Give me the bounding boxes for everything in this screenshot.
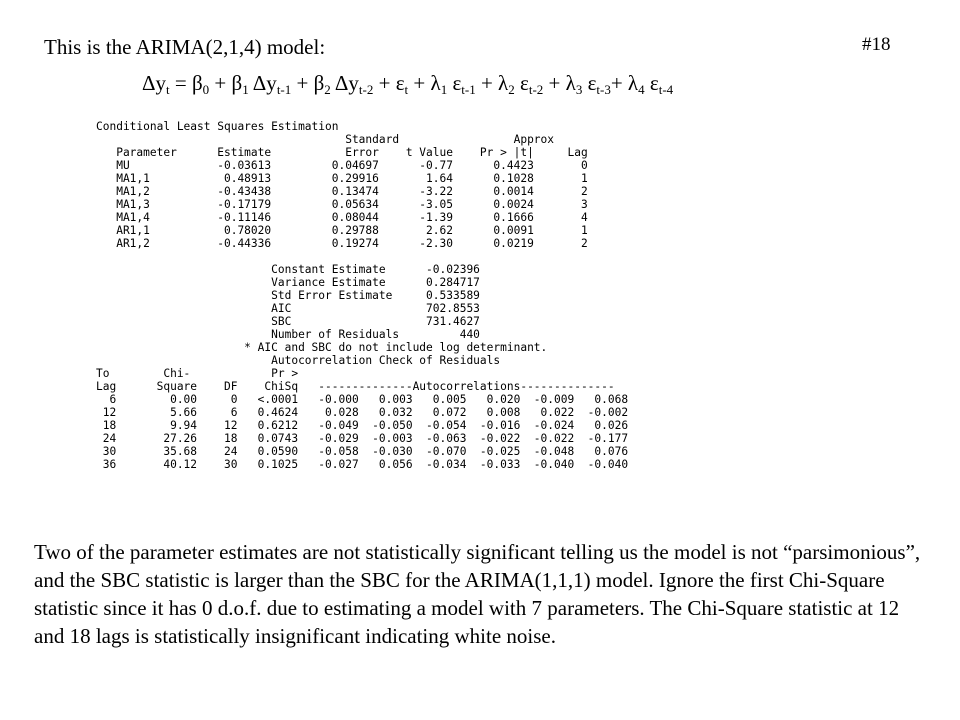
slide-title: This is the ARIMA(2,1,4) model: (44, 35, 326, 59)
sas-output-line: AR1,1 0.78020 0.29788 2.62 0.0091 1 (96, 224, 588, 237)
equation-subscript: t-2 (528, 82, 544, 97)
sas-output-line: Parameter Estimate Error t Value Pr > |t| Lag (96, 146, 588, 159)
equation-subscript: t-3 (596, 82, 611, 97)
sas-output-line: MU -0.03613 0.04697 -0.77 0.4423 0 (96, 159, 588, 172)
sas-output-line: 18 9.94 12 0.6212 -0.049 -0.050 -0.054 -0.016 -0.024 0.026 (96, 419, 629, 432)
equation-term: Δy (142, 71, 167, 95)
equation-subscript: 2 (508, 82, 515, 97)
model-equation (142, 71, 673, 96)
equation-term: + ε (373, 71, 405, 95)
equation-term: ε (514, 71, 529, 95)
equation-term: = β (169, 71, 203, 95)
sas-output-line: To Chi- Pr > (96, 367, 299, 380)
sas-output-line: 12 5.66 6 0.4624 0.028 0.032 0.072 0.008 0.022 -0.002 (96, 406, 629, 419)
sas-output-line: Number of Residuals 440 (96, 328, 480, 341)
equation-subscript: 3 (575, 82, 583, 97)
sas-output-line: 24 27.26 18 0.0743 -0.029 -0.003 -0.063 -0.022 -0.022 -0.177 (96, 432, 629, 445)
sas-output-block (96, 120, 628, 471)
conclusion-paragraph: Two of the parameter estimates are not statistically significant telling us the model is not “parsimonious”, and the SBC statistic is larger than the SBC for the ARIMA(1,1,1) model. Ignore the first Chi-Square statistic since it has 0 d.o.f. due to estimating a model with 7 parameters. The Chi-Square statistic at 12 and 18 lags is statistically insignificant indicating white noise. (34, 540, 921, 648)
sas-output-line: Variance Estimate 0.284717 (96, 276, 480, 289)
equation-term: + λ (475, 71, 509, 95)
sas-output-line: Constant Estimate -0.02396 (96, 263, 480, 276)
sas-output-line: 36 40.12 30 0.1025 -0.027 0.056 -0.034 -0.033 -0.040 -0.040 (96, 458, 629, 471)
sas-output-line: MA1,2 -0.43438 0.13474 -3.22 0.0014 2 (96, 185, 588, 198)
sas-output-line: MA1,3 -0.17179 0.05634 -3.05 0.0024 3 (96, 198, 588, 211)
sas-output-line: Lag Square DF ChiSq --------------Autocorrelations-------------- (96, 380, 615, 393)
equation-term: ε (582, 71, 597, 95)
equation-subscript: t-1 (461, 82, 476, 97)
equation-subscript: t-2 (358, 82, 374, 97)
sas-output-line: SBC 731.4627 (96, 315, 480, 328)
sas-output-line: MA1,4 -0.11146 0.08044 -1.39 0.1666 4 (96, 211, 588, 224)
equation-term: Δy (330, 71, 359, 95)
sas-output-line: * AIC and SBC do not include log determinant. (96, 341, 548, 354)
sas-output-line: 30 35.68 24 0.0590 -0.058 -0.030 -0.070 -0.025 -0.048 0.076 (96, 445, 629, 458)
equation-term: + β (291, 71, 325, 95)
equation-term: + λ (610, 71, 639, 95)
equation-term: + λ (408, 71, 441, 95)
equation-subscript: 1 (440, 82, 448, 97)
sas-output-line: Autocorrelation Check of Residuals (96, 354, 501, 367)
equation-subscript: 2 (324, 82, 331, 97)
equation-subscript: t (166, 82, 170, 97)
equation-subscript: 4 (638, 82, 645, 97)
sas-output-line: Conditional Least Squares Estimation (96, 120, 339, 133)
sas-output-line: MA1,1 0.48913 0.29916 1.64 0.1028 1 (96, 172, 588, 185)
equation-term: ε (447, 71, 462, 95)
sas-output-line: AIC 702.8553 (96, 302, 480, 315)
equation-term: Δy (248, 71, 277, 95)
sas-output-line: 6 0.00 0 <.0001 -0.000 0.003 0.005 0.020 -0.009 0.068 (96, 393, 629, 406)
sas-output-line: Std Error Estimate 0.533589 (96, 289, 480, 302)
equation-subscript: t-4 (658, 82, 674, 97)
sas-output-line: AR1,2 -0.44336 0.19274 -2.30 0.0219 2 (96, 237, 588, 250)
equation-subscript: t-1 (276, 82, 292, 97)
equation-subscript: 1 (242, 82, 249, 97)
equation-subscript: 0 (202, 82, 210, 97)
equation-term: ε (644, 71, 659, 95)
equation-subscript: t (404, 82, 409, 97)
sas-output-line: Standard Approx (96, 133, 555, 146)
equation-term: + β (209, 71, 243, 95)
sas-output-line (96, 250, 628, 263)
equation-term: + λ (543, 71, 576, 95)
slide-number: #18 (862, 34, 891, 55)
